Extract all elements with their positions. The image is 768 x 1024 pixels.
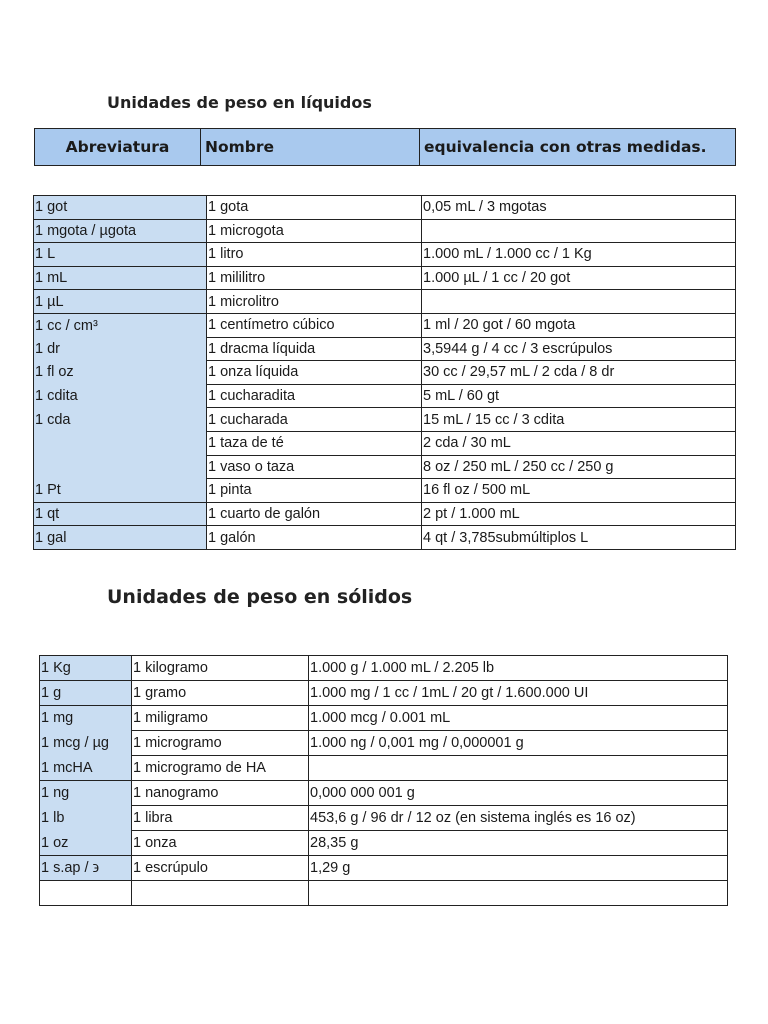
table-row: [34, 526, 736, 550]
table-row: [34, 502, 736, 526]
equivalence-cell: 1.000 mcg / 0.001 mL: [309, 706, 728, 731]
abbreviation-cell: 1 cc / cm³: [34, 313, 207, 337]
table-row: [34, 266, 736, 290]
abbreviation-cell: 1 qt: [34, 502, 207, 526]
table-row: [34, 479, 736, 503]
abbreviation-cell: 1 g: [40, 681, 132, 706]
table-row: [40, 881, 728, 906]
abbreviation-cell: [40, 881, 132, 906]
abbreviation-cell: 1 Pt: [34, 479, 207, 503]
abbreviation-cell: 1 mL: [34, 266, 207, 290]
name-cell: 1 gramo: [132, 681, 309, 706]
name-cell: 1 vaso o taza: [207, 455, 422, 479]
table-row: [34, 196, 736, 220]
abbreviation-cell: 1 cdita: [34, 384, 207, 408]
table-row: [34, 219, 736, 243]
table-row: [34, 384, 736, 408]
equivalence-cell: 2 cda / 30 mL: [422, 431, 736, 455]
equivalence-cell: 28,35 g: [309, 831, 728, 856]
name-cell: 1 litro: [207, 243, 422, 267]
equivalence-cell: 30 cc / 29,57 mL / 2 cda / 8 dr: [422, 361, 736, 385]
header-row: [35, 129, 736, 166]
name-cell: 1 dracma líquida: [207, 337, 422, 361]
table-row: [40, 806, 728, 831]
table-row: [34, 337, 736, 361]
abbreviation-cell: 1 got: [34, 196, 207, 220]
abbreviation-cell: 1 mcHA: [40, 756, 132, 781]
name-cell: 1 onza líquida: [207, 361, 422, 385]
name-cell: [132, 881, 309, 906]
name-cell: 1 microgramo: [132, 731, 309, 756]
equivalence-cell: 1.000 mg / 1 cc / 1mL / 20 gt / 1.600.000 UI: [309, 681, 728, 706]
table-row: [34, 290, 736, 314]
equivalence-cell: 4 qt / 3,785submúltiplos L: [422, 526, 736, 550]
abbreviation-cell: 1 ng: [40, 781, 132, 806]
name-cell: 1 libra: [132, 806, 309, 831]
table-row: [34, 313, 736, 337]
table-row: [34, 455, 736, 479]
equivalence-cell: [309, 756, 728, 781]
equivalence-cell: 453,6 g / 96 dr / 12 oz (en sistema inglés es 16 oz): [309, 806, 728, 831]
table-row: [40, 681, 728, 706]
header-abreviatura: Abreviatura: [35, 129, 201, 166]
equivalence-cell: 1.000 ng / 0,001 mg / 0,000001 g: [309, 731, 728, 756]
table-row: [34, 431, 736, 455]
abbreviation-cell: 1 Kg: [40, 656, 132, 681]
equivalence-cell: 0,000 000 001 g: [309, 781, 728, 806]
name-cell: 1 taza de té: [207, 431, 422, 455]
name-cell: 1 pinta: [207, 479, 422, 503]
abbreviation-cell: 1 µL: [34, 290, 207, 314]
table-row: [40, 831, 728, 856]
name-cell: 1 onza: [132, 831, 309, 856]
equivalence-cell: [309, 881, 728, 906]
table-row: [40, 781, 728, 806]
abbreviation-cell: 1 mcg / µg: [40, 731, 132, 756]
name-cell: 1 cucharadita: [207, 384, 422, 408]
name-cell: 1 galón: [207, 526, 422, 550]
equivalence-cell: 15 mL / 15 cc / 3 cdita: [422, 408, 736, 432]
table-row: [40, 856, 728, 881]
table-row: [34, 408, 736, 432]
name-cell: 1 mililitro: [207, 266, 422, 290]
solids-table: [39, 655, 728, 906]
liquids-title: Unidades de peso en líquidos: [107, 93, 372, 112]
abbreviation-cell: 1 oz: [40, 831, 132, 856]
equivalence-cell: 3,5944 g / 4 cc / 3 escrúpulos: [422, 337, 736, 361]
abbreviation-cell: 1 mgota / µgota: [34, 219, 207, 243]
abbreviation-cell: 1 s.ap / ϶: [40, 856, 132, 881]
name-cell: 1 microgota: [207, 219, 422, 243]
equivalence-cell: 0,05 mL / 3 mgotas: [422, 196, 736, 220]
header-equivalencia: equivalencia con otras medidas.: [420, 129, 736, 166]
table-row: [34, 243, 736, 267]
name-cell: 1 escrúpulo: [132, 856, 309, 881]
abbreviation-cell: 1 dr: [34, 337, 207, 361]
name-cell: 1 cucharada: [207, 408, 422, 432]
table-row: [40, 656, 728, 681]
name-cell: 1 microlitro: [207, 290, 422, 314]
table-row: [40, 731, 728, 756]
name-cell: 1 nanogramo: [132, 781, 309, 806]
table-row: [40, 706, 728, 731]
header-nombre: Nombre: [201, 129, 420, 166]
equivalence-cell: [422, 290, 736, 314]
equivalence-cell: 1,29 g: [309, 856, 728, 881]
equivalence-cell: 8 oz / 250 mL / 250 cc / 250 g: [422, 455, 736, 479]
equivalence-cell: 1.000 g / 1.000 mL / 2.205 lb: [309, 656, 728, 681]
table-row: [34, 361, 736, 385]
equivalence-cell: 16 fl oz / 500 mL: [422, 479, 736, 503]
equivalence-cell: 5 mL / 60 gt: [422, 384, 736, 408]
liquids-header-table: [34, 128, 736, 166]
solids-title: Unidades de peso en sólidos: [107, 586, 413, 608]
abbreviation-cell: 1 gal: [34, 526, 207, 550]
name-cell: 1 kilogramo: [132, 656, 309, 681]
name-cell: 1 gota: [207, 196, 422, 220]
equivalence-cell: [422, 219, 736, 243]
equivalence-cell: 1 ml / 20 got / 60 mgota: [422, 313, 736, 337]
abbreviation-cell: 1 cda: [34, 408, 207, 432]
abbreviation-cell: [34, 431, 207, 455]
name-cell: 1 cuarto de galón: [207, 502, 422, 526]
abbreviation-cell: 1 L: [34, 243, 207, 267]
name-cell: 1 miligramo: [132, 706, 309, 731]
equivalence-cell: 1.000 µL / 1 cc / 20 got: [422, 266, 736, 290]
abbreviation-cell: [34, 455, 207, 479]
equivalence-cell: 1.000 mL / 1.000 cc / 1 Kg: [422, 243, 736, 267]
name-cell: 1 centímetro cúbico: [207, 313, 422, 337]
liquids-table: [33, 195, 736, 550]
abbreviation-cell: 1 lb: [40, 806, 132, 831]
name-cell: 1 microgramo de HA: [132, 756, 309, 781]
abbreviation-cell: 1 fl oz: [34, 361, 207, 385]
equivalence-cell: 2 pt / 1.000 mL: [422, 502, 736, 526]
abbreviation-cell: 1 mg: [40, 706, 132, 731]
table-row: [40, 756, 728, 781]
